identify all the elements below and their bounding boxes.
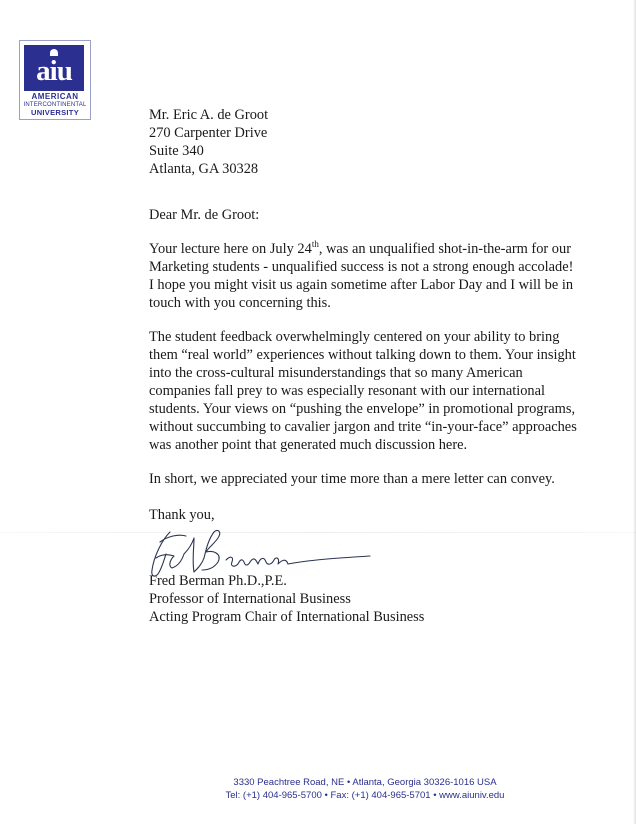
logo-line-university: UNIVERSITY: [30, 108, 79, 117]
footer-contact: Tel: (+1) 404-965-5700 • Fax: (+1) 404-965-5701 • www.aiuniv.edu: [225, 790, 505, 801]
signer-title-1: Professor of International Business: [149, 591, 351, 607]
signer-name: Fred Berman Ph.D.,P.E.: [149, 573, 287, 589]
recipient-suite: Suite 340: [149, 143, 204, 159]
logo-mark: [24, 45, 84, 91]
logo-line-intercontinental: INTERCONTINENTAL: [23, 102, 87, 108]
university-logo: [19, 40, 91, 120]
logo-line-american: AMERICAN: [31, 92, 79, 101]
signature-block: [149, 572, 424, 626]
salutation: Dear Mr. de Groot:: [149, 207, 260, 223]
signer-title-2: Acting Program Chair of International Business: [149, 609, 425, 625]
paragraph-1-start: Your lecture here on July 24: [149, 241, 312, 257]
logo-letters: aiu: [36, 55, 72, 87]
letter-body: [149, 106, 589, 524]
closing: Thank you,: [149, 507, 215, 523]
date-ordinal-suffix: th: [311, 239, 319, 250]
paragraph-1-rest: , was an unqualified shot-in-the-arm for our Marketing students - unqualified success is not a strong enough accolade! I hope you might visit us again sometime after Labor Day and I will be in touch with you concerning this.: [149, 241, 574, 311]
recipient-name: Mr. Eric A. de Groot: [149, 107, 269, 123]
recipient-city: Atlanta, GA 30328: [149, 161, 259, 177]
recipient-street: 270 Carpenter Drive: [149, 125, 268, 141]
logo-wordmark: [20, 93, 90, 117]
paragraph-2: The student feedback overwhelmingly centered on your ability to bring them “real world” experiences without talking down to them. Your insight into the cross-cultural misunderstandings that so many American companies fall prey to was especially resonant with our international students. Your views on “pushing the envelope” in promotional programs, without succumbing to cavalier jargon and trite “in-your-face” approaches was another point that generated much discussion here.: [149, 329, 577, 453]
letterhead-footer: [200, 776, 530, 802]
paragraph-1: [149, 240, 579, 312]
paragraph-3: In short, we appreciated your time more than a mere letter can convey.: [149, 471, 555, 487]
recipient-address: [149, 106, 589, 178]
footer-address: 3330 Peachtree Road, NE • Atlanta, Georgia 30326-1016 USA: [233, 777, 497, 788]
